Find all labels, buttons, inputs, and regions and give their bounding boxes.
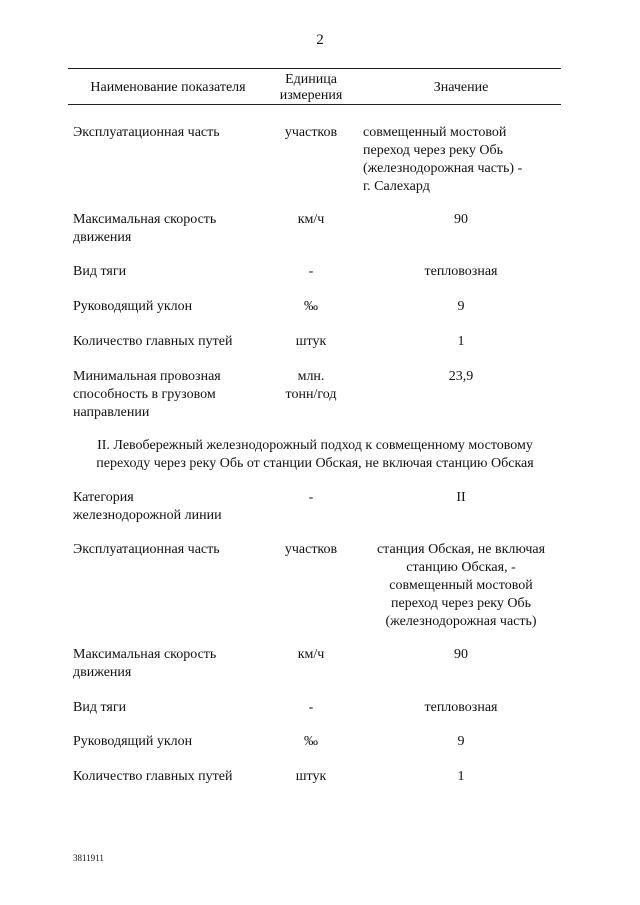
row-value: совмещенный мостовой переход через реку Обь (железнодорожная часть) - г. Салехард [363, 125, 523, 194]
row-unit: штук [295, 334, 327, 349]
table-header-rule [68, 104, 561, 105]
row-unit: участков [284, 125, 338, 140]
row-value: тепловозная [424, 700, 498, 715]
row-value: 23,9 [448, 369, 474, 384]
document-code: 3811911 [73, 853, 104, 863]
row-name: Эксплуатационная часть [73, 125, 220, 140]
header-indicator-name: Наименование показателя [90, 80, 246, 95]
row-value: 9 [457, 299, 465, 314]
row-unit: км/ч [297, 647, 325, 662]
row-value: 9 [457, 734, 465, 749]
row-name: Вид тяги [73, 700, 127, 715]
row-value: 1 [457, 334, 465, 349]
row-name: Руководящий уклон [73, 299, 193, 314]
row-name: Максимальная скорость движения [73, 647, 217, 680]
row-name: Максимальная скорость движения [73, 212, 217, 245]
header-value: Значение [433, 80, 489, 95]
row-unit: ‰ [304, 734, 318, 749]
row-name: Количество главных путей [73, 769, 233, 784]
row-unit: км/ч [297, 212, 325, 227]
table-top-rule [68, 68, 561, 69]
row-unit: - [308, 700, 314, 715]
row-name: Руководящий уклон [73, 734, 193, 749]
row-unit: млн. тонн/год [285, 369, 337, 402]
row-unit: участков [284, 542, 338, 557]
row-name: Вид тяги [73, 264, 127, 279]
row-unit: - [308, 490, 314, 505]
row-value: тепловозная [424, 264, 498, 279]
row-unit: ‰ [304, 299, 318, 314]
row-value: 90 [454, 212, 468, 227]
row-unit: - [308, 264, 314, 279]
row-name: Количество главных путей [73, 334, 233, 349]
row-value: II [456, 490, 466, 505]
row-value: станция Обская, не включая станцию Обская, - совмещенный мостовой переход через реку Обь (железнодорожная часть) [376, 542, 546, 629]
row-value: 90 [454, 647, 468, 662]
page-number: 2 [316, 32, 324, 48]
row-unit: штук [295, 769, 327, 784]
row-name: Минимальная провозная способность в грузовом направлении [73, 369, 221, 420]
header-unit: Единица измерения [279, 72, 343, 103]
row-value: 1 [457, 769, 465, 784]
row-name: Категория железнодорожной линии [73, 490, 222, 523]
section-title: II. Левобережный железнодорожный подход к совмещенному мостовому переходу через реку Обь от станции Обская, не включая станцию Обская [96, 438, 534, 471]
row-name: Эксплуатационная часть [73, 542, 220, 557]
